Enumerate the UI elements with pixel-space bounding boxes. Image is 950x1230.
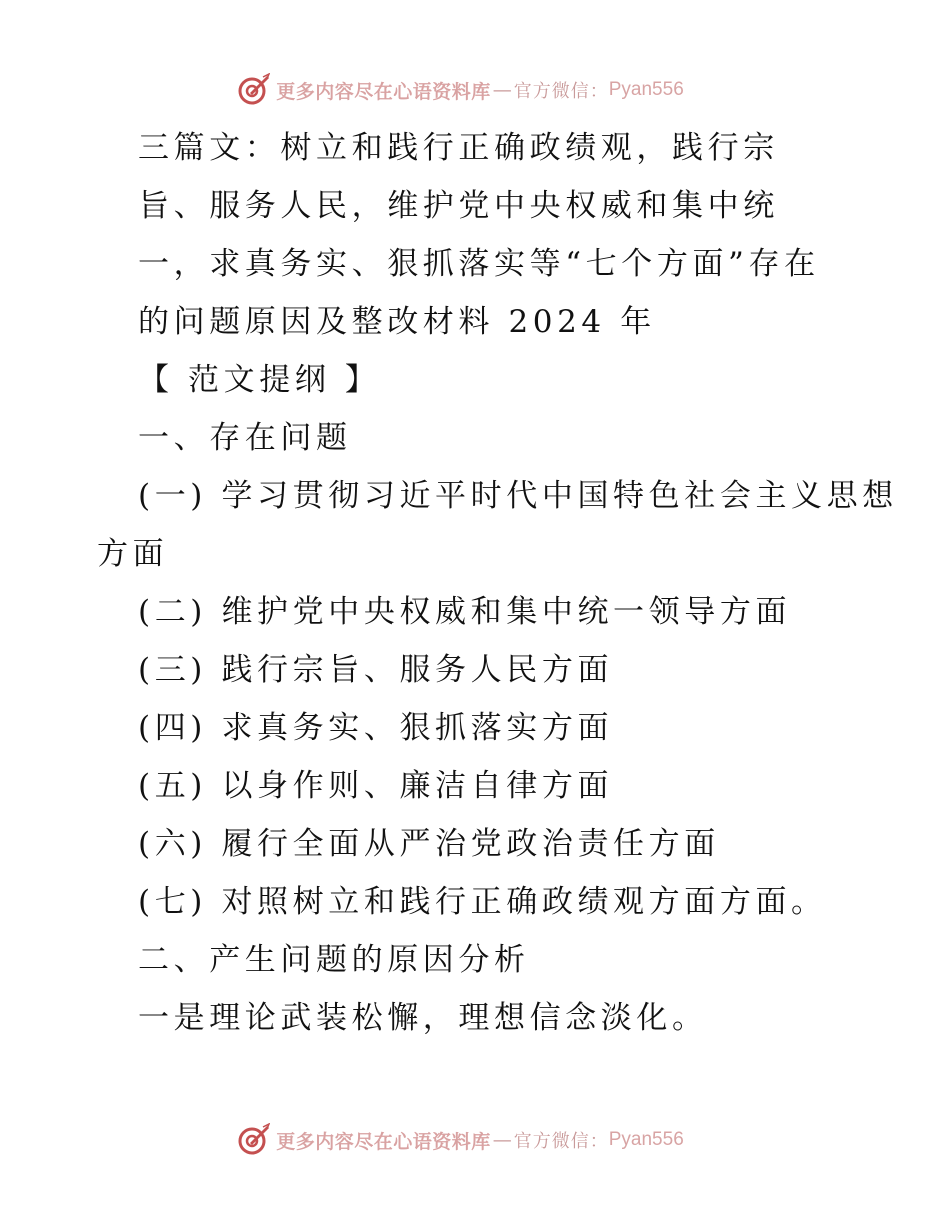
watermark-official-text: 官方微信： [513, 81, 609, 102]
watermark-dash: — [492, 79, 512, 101]
section-heading-2: 二、产生问题的原因分析 [138, 942, 530, 978]
watermark-dash: — [492, 1129, 512, 1151]
section-heading-1: 一、存在问题 [138, 420, 352, 456]
watermark-wechat-id: Pyan556 [608, 1129, 684, 1150]
quill-logo-icon [236, 1123, 270, 1157]
outline-item-4: (四) 求真务实、狠抓落实方面 [138, 710, 614, 746]
quill-logo-icon [236, 73, 270, 107]
watermark-main-text: 更多内容尽在心语资料库 [276, 1130, 491, 1153]
watermark-wechat-id: Pyan556 [608, 79, 684, 100]
watermark-main-text: 更多内容尽在心语资料库 [276, 80, 491, 103]
outline-item-5: (五) 以身作则、廉洁自律方面 [138, 768, 614, 804]
title-line-1: 三篇文：树立和践行正确政绩观，践行宗 [138, 130, 779, 166]
title-line-3: 一，求真务实、狠抓落实等“七个方面”存在 [138, 246, 820, 282]
outline-heading: 【 范文提纲 】 [138, 362, 381, 398]
outline-item-2: (二) 维护党中央权威和集中统一领导方面 [138, 594, 792, 630]
outline-item-7: (七) 对照树立和践行正确政绩观方面方面。 [138, 884, 827, 920]
title-line-4: 的问题原因及整改材料 2024 年 [138, 304, 656, 340]
cause-item-1: 一是理论武装松懈，理想信念淡化。 [138, 1000, 708, 1036]
outline-item-1: (一) 学习贯彻习近平时代中国特色社会主义思想 [138, 478, 898, 514]
watermark-header [0, 70, 950, 110]
watermark-official-text: 官方微信： [513, 1131, 609, 1152]
title-line-2: 旨、服务人民，维护党中央权威和集中统 [138, 188, 779, 224]
watermark-footer [0, 1120, 950, 1160]
outline-item-1-continued: 方面 [97, 536, 169, 572]
outline-item-6: (六) 履行全面从严治党政治责任方面 [138, 826, 720, 862]
outline-item-3: (三) 践行宗旨、服务人民方面 [138, 652, 614, 688]
